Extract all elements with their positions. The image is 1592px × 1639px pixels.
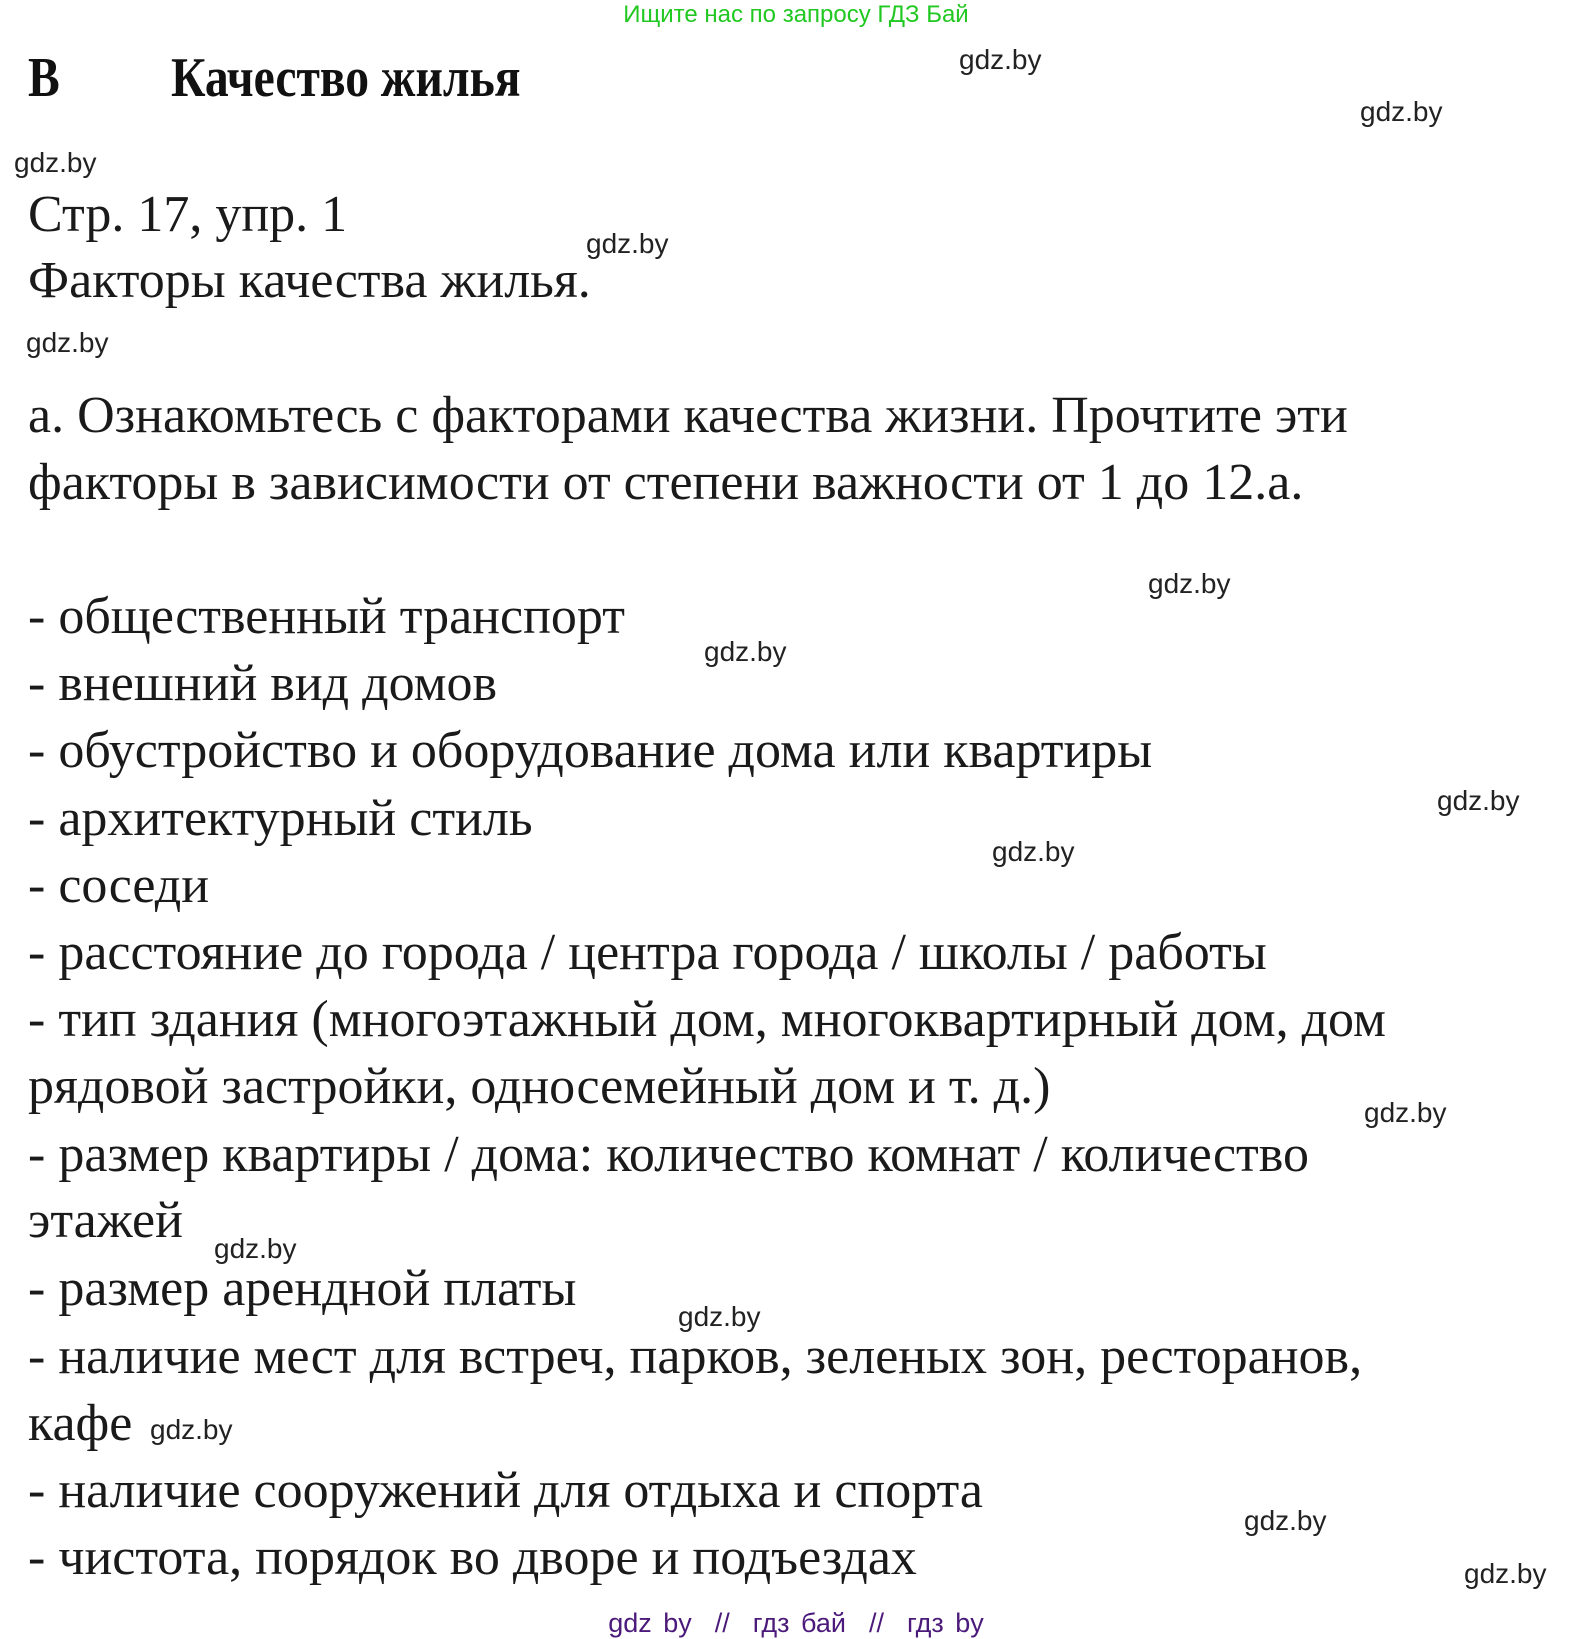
section-title: Качество жилья xyxy=(171,47,521,109)
list-item: - соседи xyxy=(28,857,210,914)
watermark: gdz.by xyxy=(150,1414,233,1445)
watermark: gdz.by xyxy=(678,1301,761,1332)
watermark: gdz.by xyxy=(14,147,97,178)
list-item: - тип здания (многоэтажный дом, многоквартирный дом, дом xyxy=(28,991,1386,1048)
page-reference: Стр. 17, упр. 1 xyxy=(28,186,348,243)
footer-watermark: gdz by // гдз бай // гдз by xyxy=(608,1608,984,1638)
watermark: gdz.by xyxy=(704,636,787,667)
watermark: gdz.by xyxy=(586,228,669,259)
watermark: gdz.by xyxy=(959,44,1042,75)
watermark: gdz.by xyxy=(1464,1558,1547,1589)
subtitle: Факторы качества жилья. xyxy=(28,252,591,309)
task-line: а. Ознакомьтесь с факторами качества жизни. Прочтите эти xyxy=(28,387,1348,444)
watermark: gdz.by xyxy=(26,327,109,358)
section-letter: В xyxy=(28,47,60,109)
list-item: - наличие мест для встреч, парков, зеленых зон, ресторанов, xyxy=(28,1328,1363,1385)
list-item: - архитектурный стиль xyxy=(28,790,533,847)
list-item: - чистота, порядок во дворе и подъездах xyxy=(28,1529,917,1586)
list-item: рядовой застройки, односемейный дом и т. д.) xyxy=(28,1058,1051,1115)
list-item: - обустройство и оборудование дома или квартиры xyxy=(28,722,1153,779)
top-banner: Ищите нас по запросу ГДЗ Бай xyxy=(623,1,969,28)
watermark: gdz.by xyxy=(1244,1505,1327,1536)
list-item: кафе xyxy=(28,1395,133,1452)
watermark: gdz.by xyxy=(1360,96,1443,127)
task-line: факторы в зависимости от степени важности от 1 до 12.а. xyxy=(28,454,1304,511)
watermark: gdz.by xyxy=(1364,1097,1447,1128)
list-item: - расстояние до города / центра города / школы / работы xyxy=(28,924,1267,981)
watermark: gdz.by xyxy=(1148,568,1231,599)
watermark: gdz.by xyxy=(214,1233,297,1264)
list-item: - наличие сооружений для отдыха и спорта xyxy=(28,1462,983,1519)
list-item: - размер арендной платы xyxy=(28,1260,577,1317)
list-item: - размер квартиры / дома: количество комнат / количество xyxy=(28,1126,1309,1183)
list-item: - внешний вид домов xyxy=(28,655,498,712)
watermark: gdz.by xyxy=(1437,785,1520,816)
list-item: - общественный транспорт xyxy=(28,588,625,645)
watermark: gdz.by xyxy=(992,836,1075,867)
list-item: этажей xyxy=(28,1192,183,1249)
